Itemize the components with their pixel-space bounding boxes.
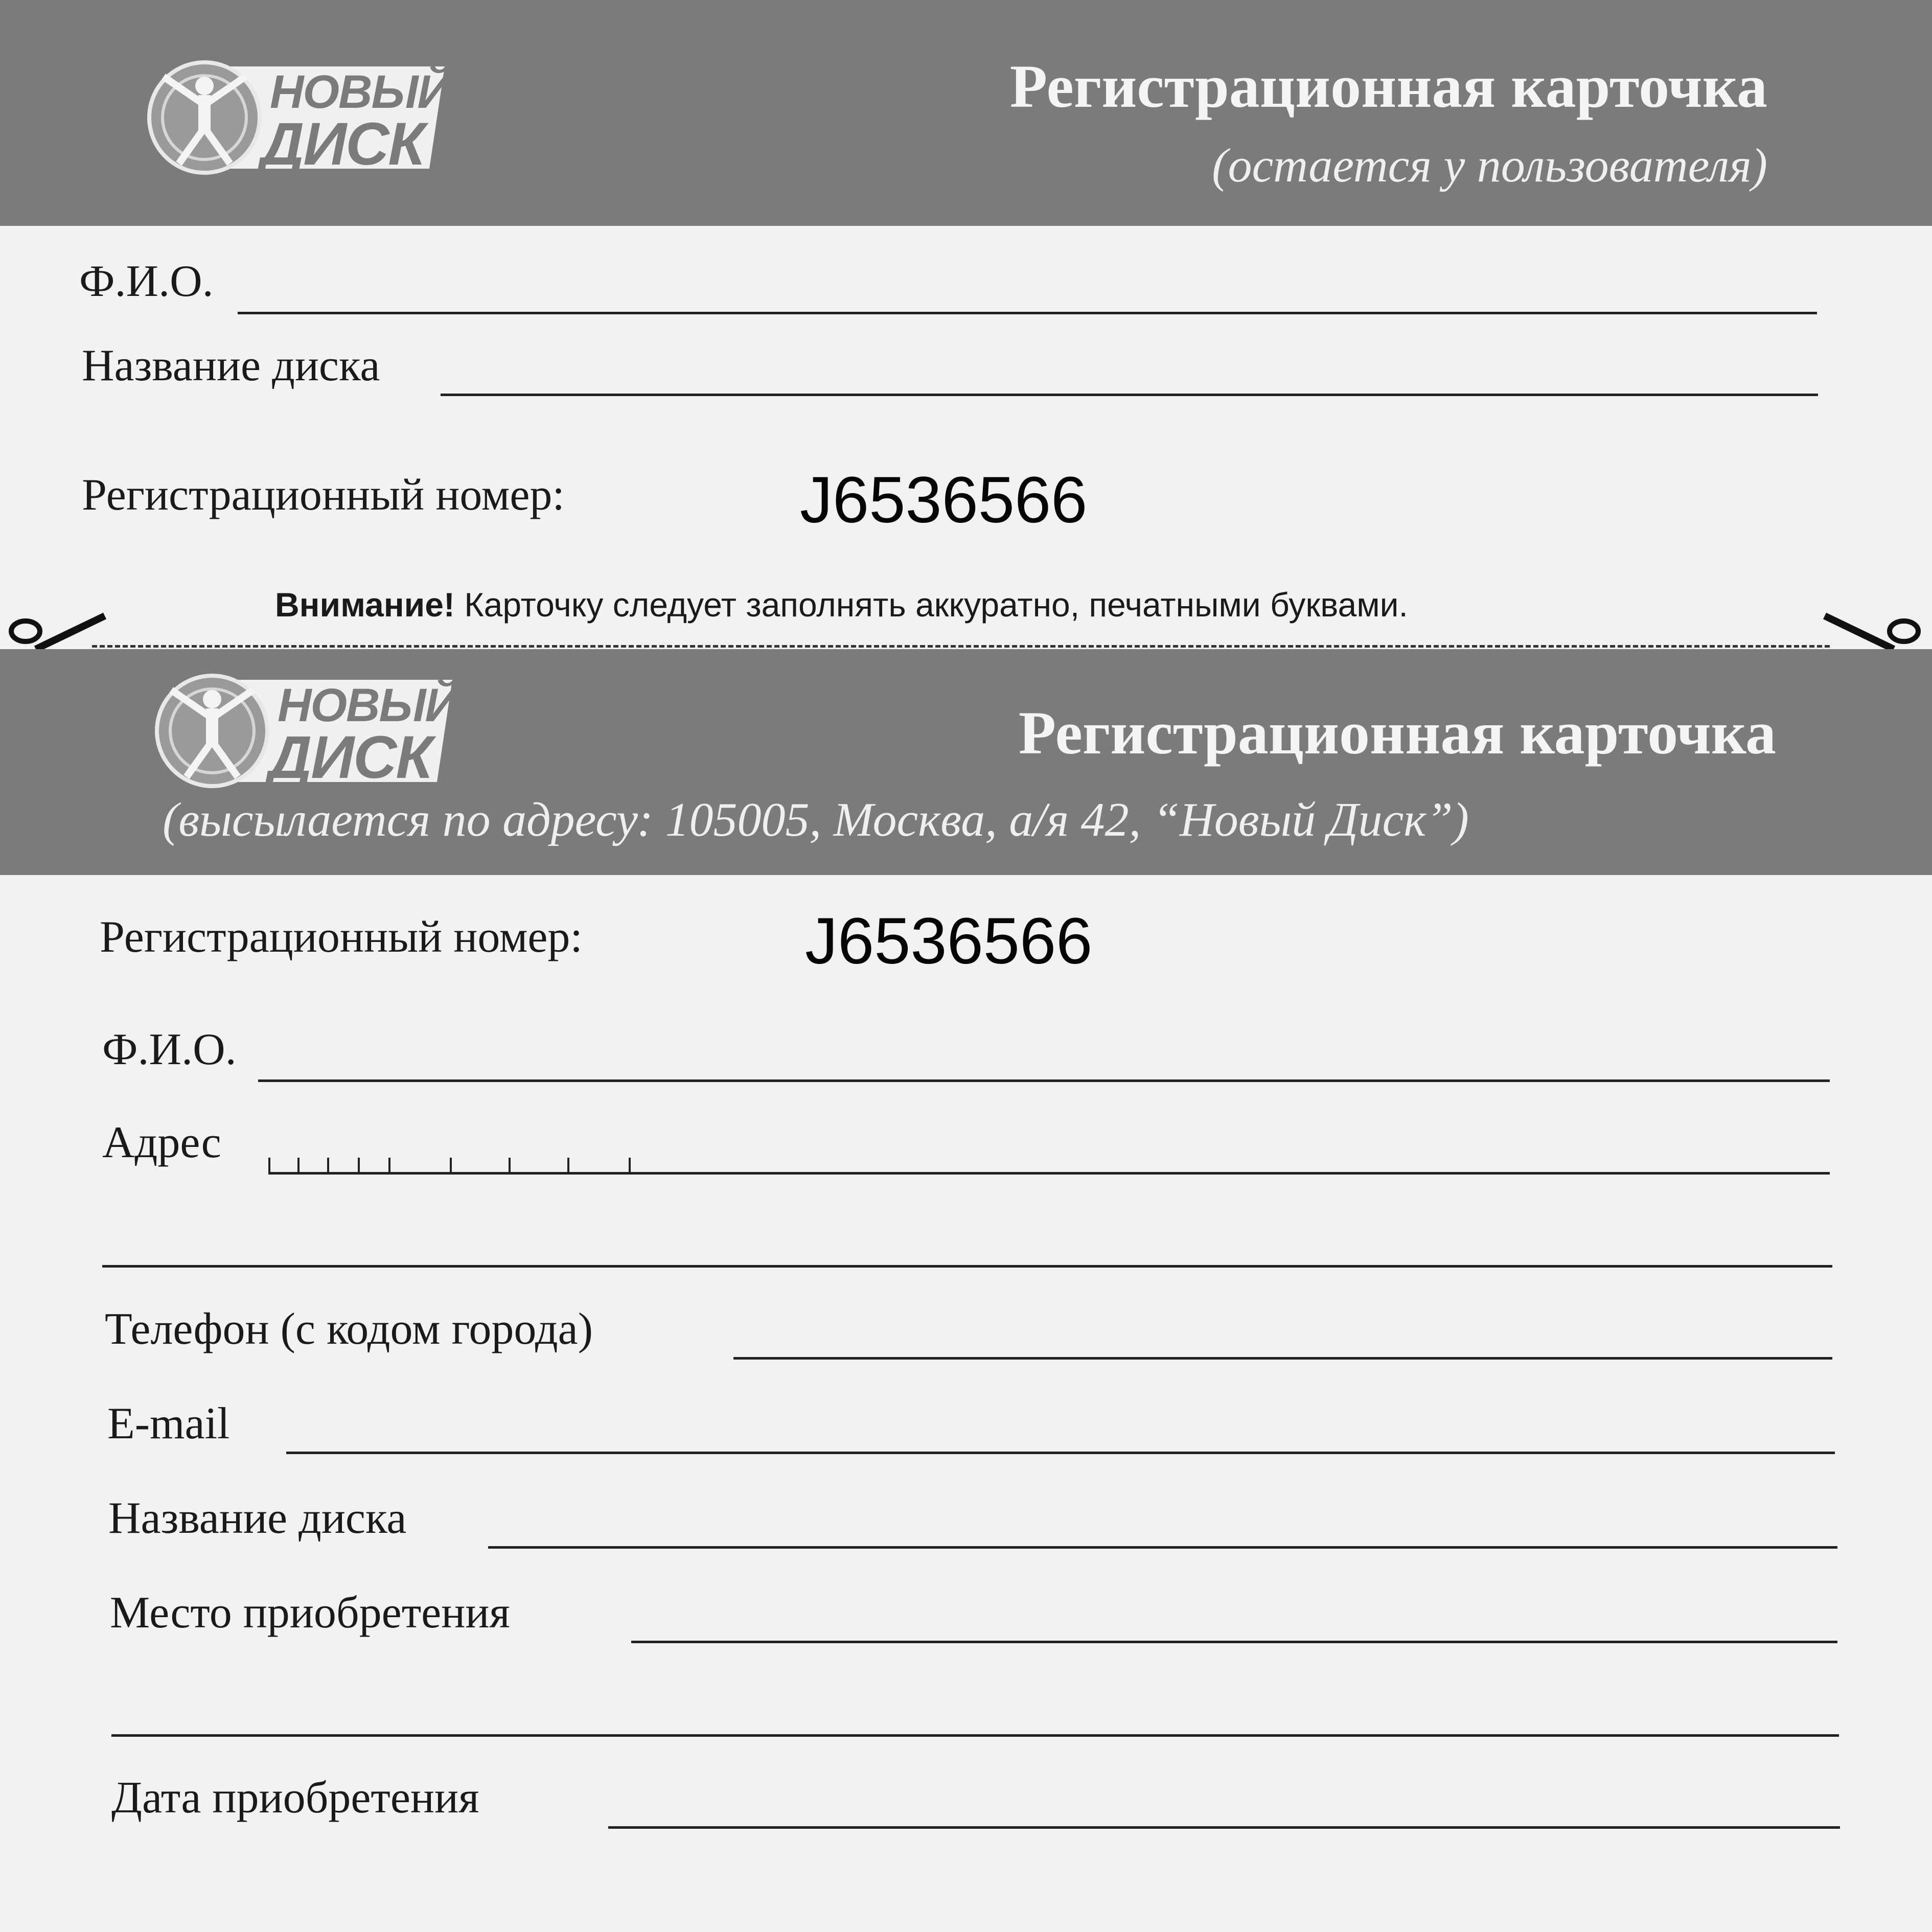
address-field-line1[interactable] [268, 1172, 1830, 1175]
logo-line2: ДИСК [261, 110, 424, 178]
fio-label-mail: Ф.И.О. [102, 1025, 237, 1074]
notice-text [275, 585, 1408, 624]
fio-field-mail[interactable] [258, 1079, 1830, 1082]
card-subtitle-mail: (высылается по адресу: 105005, Москва, а/я 42, “Новый Диск”) [163, 793, 1469, 846]
purchase-date-label: Дата приобретения [111, 1773, 479, 1823]
notice-body: Карточку следует заполнять аккуратно, печатными буквами. [454, 586, 1408, 624]
postcode-tick [629, 1158, 631, 1173]
purchase-date-field[interactable] [608, 1826, 1840, 1829]
postcode-tick [327, 1158, 329, 1173]
postcode-tick [388, 1158, 390, 1173]
purchase-place-field[interactable] [631, 1641, 1837, 1643]
postcode-tick [268, 1158, 270, 1173]
card-subtitle-user: (остается у пользователя) [1212, 139, 1767, 192]
reg-number-label-user: Регистрационный номер: [82, 470, 565, 520]
disk-name-field-user[interactable] [441, 394, 1818, 396]
purchase-place-label: Место приобретения [110, 1588, 510, 1638]
address-field-line2[interactable] [102, 1265, 1832, 1268]
cut-line [92, 645, 1830, 648]
phone-label: Телефон (с кодом города) [105, 1304, 593, 1354]
logo-novyi-disk-top [143, 56, 450, 179]
postcode-tick [450, 1158, 452, 1173]
fio-label-user: Ф.И.О. [79, 257, 214, 306]
address-label: Адрес [102, 1118, 221, 1167]
logo-line1: НОВЫЙ [278, 679, 458, 731]
card-title-user: Регистрационная карточка [1009, 52, 1767, 120]
postcode-tick [358, 1158, 360, 1173]
disk-name-label-mail: Название диска [108, 1493, 407, 1543]
disk-name-field-mail[interactable] [488, 1546, 1837, 1549]
phone-field[interactable] [733, 1357, 1832, 1360]
email-field[interactable] [286, 1452, 1835, 1454]
notice-bold: Внимание! [275, 586, 455, 624]
fio-field-user[interactable] [238, 312, 1817, 314]
logo-line2: ДИСК [268, 724, 432, 791]
postcode-tick [567, 1158, 569, 1173]
postcode-tick [297, 1158, 300, 1173]
reg-number-value-user: J6536566 [800, 464, 1088, 537]
postcode-tick [509, 1158, 511, 1173]
reg-number-label-mail: Регистрационный номер: [100, 912, 583, 962]
reg-number-value-mail: J6536566 [805, 905, 1093, 978]
email-label: E-mail [107, 1399, 230, 1448]
card-title-mail: Регистрационная карточка [1018, 699, 1776, 767]
purchase-place-field-line2[interactable] [111, 1734, 1839, 1737]
logo-line1: НОВЫЙ [270, 66, 450, 118]
disk-name-label-user: Название диска [82, 341, 380, 390]
logo-novyi-disk-bottom [151, 670, 457, 792]
